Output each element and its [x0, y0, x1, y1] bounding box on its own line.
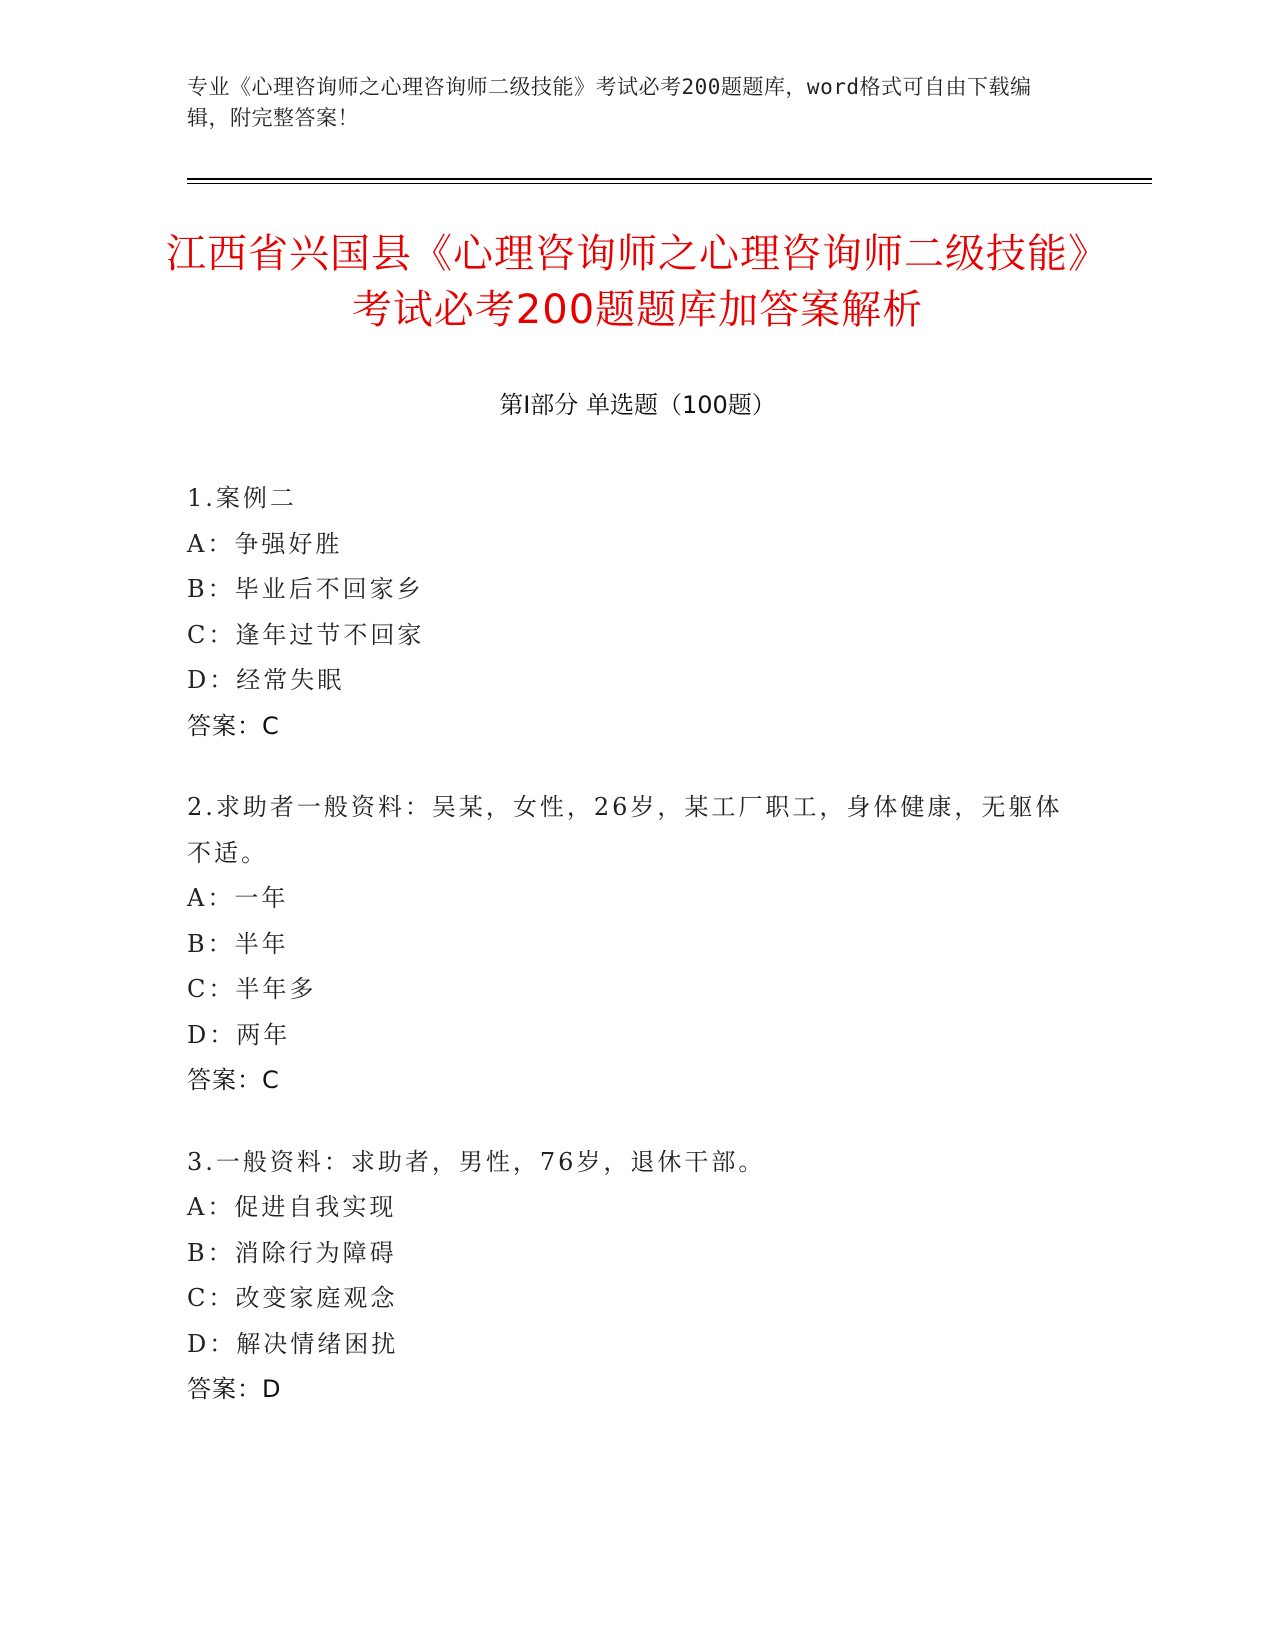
answer-line: 答案：C: [187, 711, 280, 740]
question-stem: 2.求助者一般资料：吴某，女性，26岁，某工厂职工，身体健康，无躯体不适。: [187, 793, 1063, 867]
answer-line: 答案：C: [187, 1066, 280, 1094]
header-rule-thick: [187, 178, 1152, 180]
option-c: C：半年多: [187, 975, 317, 1003]
option-a: A：争强好胜: [187, 529, 343, 558]
option-d: D：两年: [187, 1020, 291, 1049]
option-d: D：解决情绪困扰: [187, 1329, 399, 1358]
section-heading: 第Ⅰ部分 单选题（100题）: [499, 391, 776, 419]
question-stem: 3.一般资料：求助者，男性，76岁，退休干部。: [187, 1147, 766, 1176]
option-c: C：改变家庭观念: [187, 1284, 398, 1312]
question-2: [187, 785, 1067, 1104]
option-b: B：毕业后不回家乡: [187, 575, 424, 603]
option-c: C：逢年过节不回家: [187, 620, 425, 649]
option-d: D：经常失眠: [187, 666, 345, 694]
document-title: 江西省兴国县《心理咨询师之心理咨询师二级技能》考试必考200题题库加答案解析: [166, 231, 1109, 333]
question-3: [187, 1140, 1067, 1413]
question-stem: 1.案例二: [187, 484, 297, 512]
option-a: A：促进自我实现: [187, 1193, 397, 1221]
question-1: [187, 476, 1067, 749]
header-note: 专业《心理咨询师之心理咨询师二级技能》考试必考200题题库，word格式可自由下载编辑，附完整答案！: [187, 75, 1032, 130]
option-b: B：半年: [187, 929, 289, 958]
option-b: B：消除行为障碍: [187, 1238, 397, 1267]
question-list: [187, 476, 1067, 1449]
answer-line: 答案：D: [187, 1375, 282, 1403]
option-a: A：一年: [187, 884, 289, 912]
header-rule-thin: [187, 183, 1152, 184]
